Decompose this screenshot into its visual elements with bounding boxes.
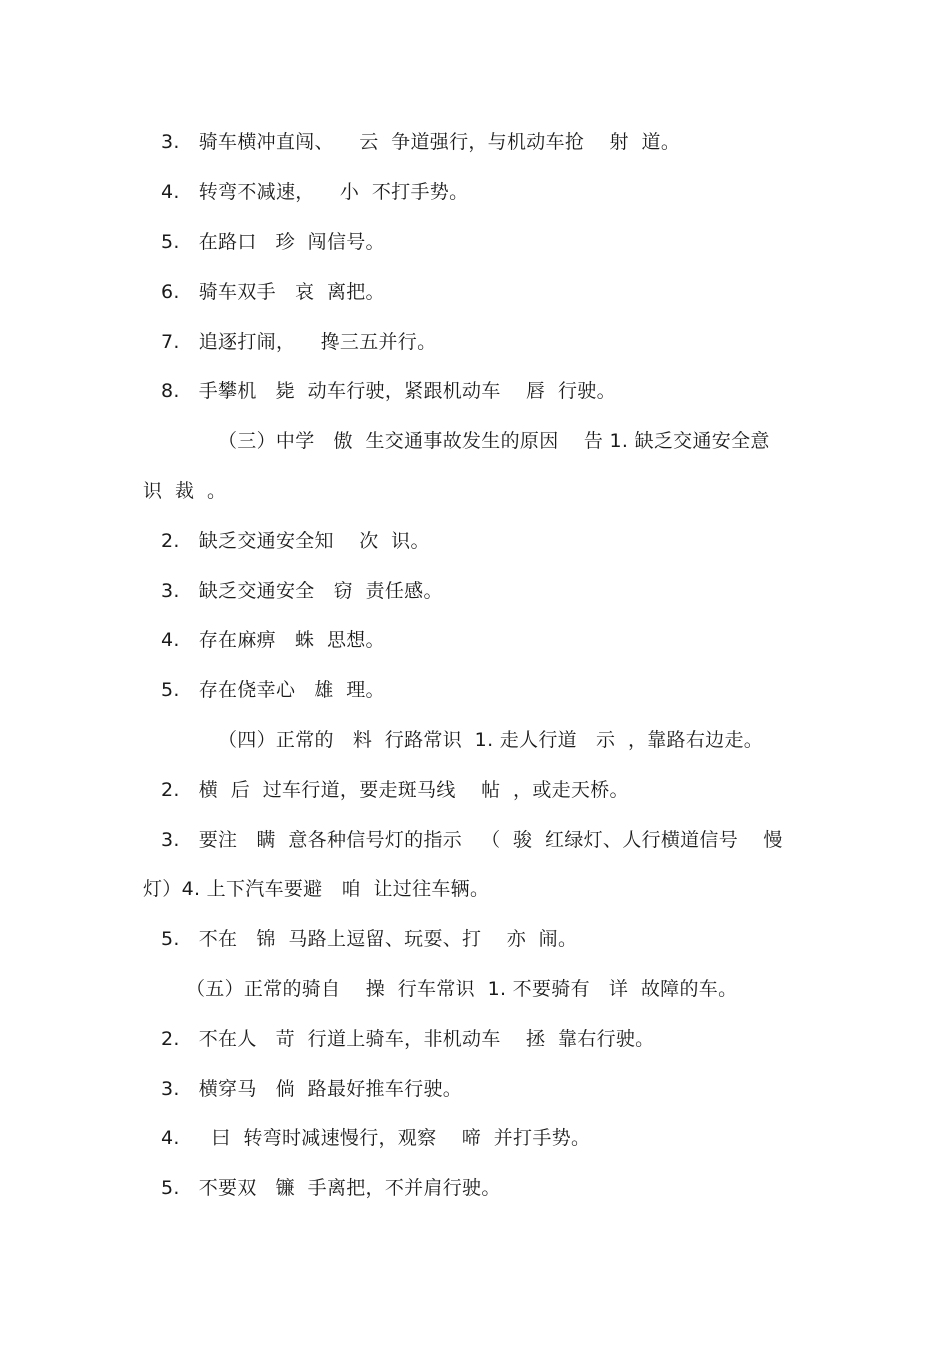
section-heading: （四）正常的 料 行路常识 1. 走人行道 示 ，靠路右边走。 xyxy=(218,729,764,751)
text-line: 4. 存在麻痹 蛛 思想。 xyxy=(161,629,385,651)
text-line: 灯）4. 上下汽车要避 咱 让过往车辆。 xyxy=(143,878,490,900)
text-line: 6. 骑车双手 哀 离把。 xyxy=(161,281,385,303)
section-heading: （三）中学 傲 生交通事故发生的原因 告 1. 缺乏交通安全意 xyxy=(218,430,770,452)
section-heading: （五）正常的骑自 操 行车常识 1. 不要骑有 详 故障的车。 xyxy=(186,978,738,1000)
text-line: 识 裁 。 xyxy=(143,480,227,502)
text-line: 3. 缺乏交通安全 窃 责任感。 xyxy=(161,580,443,602)
text-line: 5. 在路口 珍 闯信号。 xyxy=(161,231,385,253)
text-line: 3. 骑车横冲直闯、 云 争道强行，与机动车抢 射 道。 xyxy=(161,131,681,153)
text-line: 5. 存在侥幸心 雄 理。 xyxy=(161,679,385,701)
text-line: 5. 不要双 镰 手离把，不并肩行驶。 xyxy=(161,1177,501,1199)
text-line: 8. 手攀机 毙 动车行驶，紧跟机动车 唇 行驶。 xyxy=(161,380,616,402)
text-line: 3. 要注 瞒 意各种信号灯的指示 （ 骏 红绿灯、人行横道信号 慢 xyxy=(161,829,783,851)
text-line: 5. 不在 锦 马路上逗留、玩耍、打 亦 闹。 xyxy=(161,928,578,950)
text-line: 2. 不在人 苛 行道上骑车，非机动车 拯 靠右行驶。 xyxy=(161,1028,655,1050)
text-line: 2. 横 后 过车行道，要走斑马线 帖 ，或走天桥。 xyxy=(161,779,629,801)
text-line: 7. 追逐打闹， 搀三五并行。 xyxy=(161,331,437,353)
text-line: 4. 转弯不减速， 小 不打手势。 xyxy=(161,181,469,203)
text-line: 3. 横穿马 倘 路最好推车行驶。 xyxy=(161,1078,463,1100)
text-line: 2. 缺乏交通安全知 次 识。 xyxy=(161,530,430,552)
text-line: 4. 曰 转弯时减速慢行，观察 啼 并打手势。 xyxy=(161,1127,591,1149)
